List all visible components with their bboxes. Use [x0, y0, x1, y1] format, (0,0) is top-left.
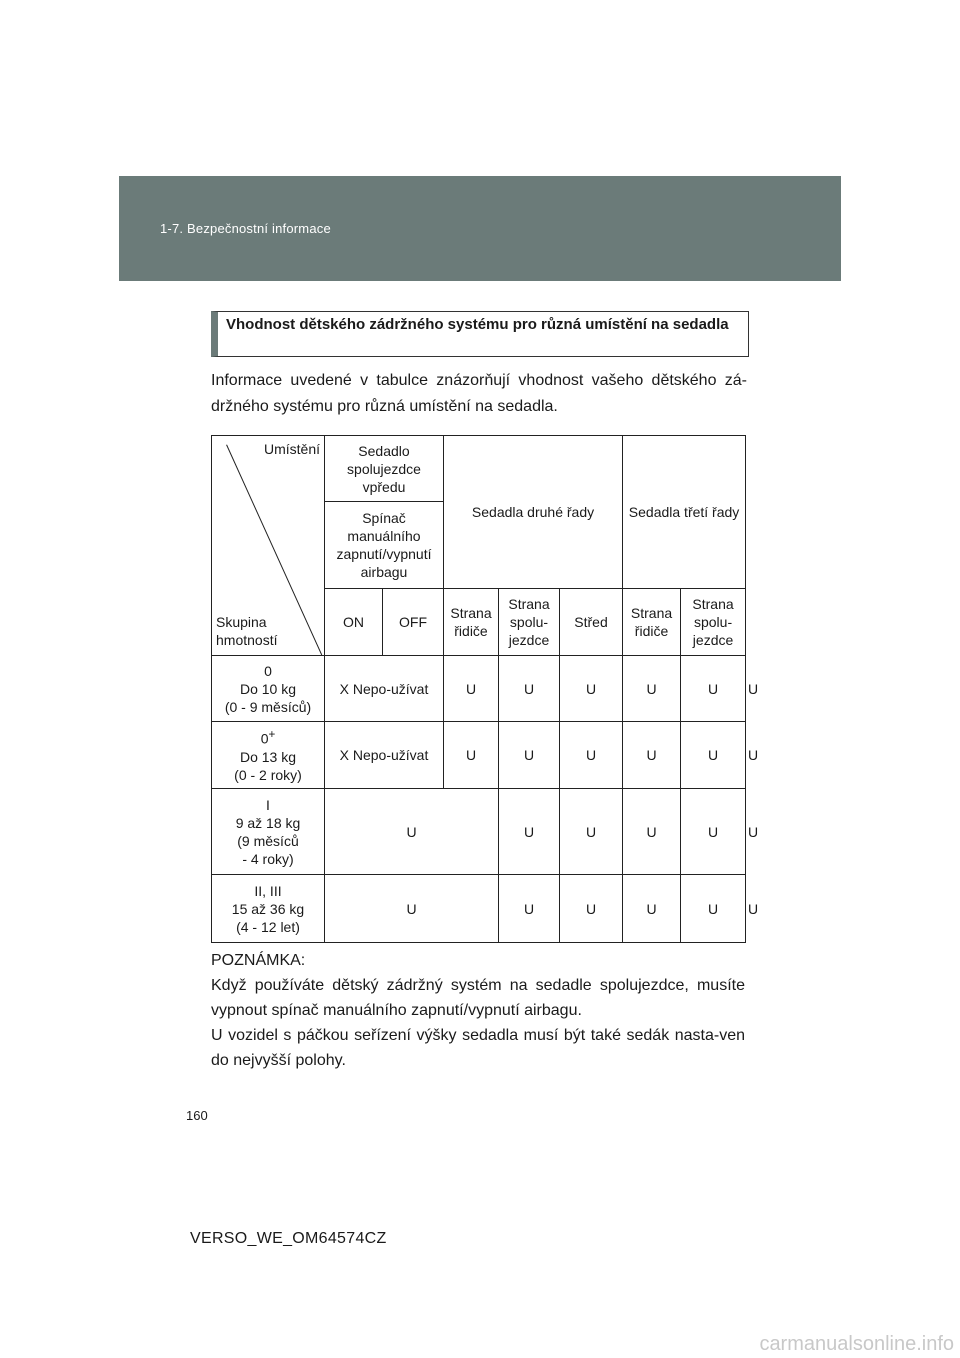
intro-paragraph: Informace uvedené v tabulce znázorňují vhodnost vašeho dětského zá-držného systému pro různá umístění na sedadla.	[211, 372, 747, 415]
value-cell: U	[444, 722, 499, 789]
value-cell: U	[560, 789, 623, 875]
sub-header: Střed	[560, 589, 623, 656]
sub-header: Strana spolu-jezdce	[499, 589, 560, 656]
airbag-switch-header: Spínač manuálního zapnutí/vypnutí airbagu	[325, 502, 444, 589]
value-cell: U	[681, 656, 746, 722]
sub-header: ON	[325, 589, 383, 656]
weight-group-cell: 0+ Do 13 kg (0 - 2 roky)	[212, 722, 325, 789]
value-cell: U	[560, 656, 623, 722]
document-code: VERSO_WE_OM64574CZ	[190, 1230, 387, 1247]
note-label: POZNÁMKA:	[211, 952, 306, 969]
weight-group-label: Skupina hmotností	[216, 614, 278, 648]
weight-group-cell: 0 Do 10 kg (0 - 9 měsíců)	[212, 656, 325, 722]
note-paragraph: Když používáte dětský zádržný systém na sedadle spolujezdce, musíte vypnout spínač manuálního zapnutí/vypnutí airbagu.	[211, 977, 745, 1019]
watermark: carmanualsonline.info	[759, 1333, 954, 1355]
header-band	[119, 176, 841, 281]
front-seat-header: Sedadlo spolujezdce vpředu	[325, 436, 444, 502]
value-cell: U	[623, 789, 681, 875]
section-label: 1-7. Bezpečnostní informace	[160, 221, 331, 236]
table-row: I 9 až 18 kg (9 měsíců - 4 roky) U U U U U U	[212, 789, 746, 875]
front-seat-cell: U	[325, 789, 499, 875]
value-cell: U	[444, 656, 499, 722]
weight-group-cell: II, III 15 až 36 kg (4 - 12 let)	[212, 875, 325, 943]
value-cell: U	[623, 875, 681, 943]
value-cell: U	[681, 722, 746, 789]
note-block	[211, 948, 745, 1073]
second-row-header: Sedadla druhé řady	[444, 436, 623, 589]
front-seat-cell: U	[325, 875, 499, 943]
weight-group-cell: I 9 až 18 kg (9 měsíců - 4 roky)	[212, 789, 325, 875]
table-row: 0 Do 10 kg (0 - 9 měsíců) X Nepo-užívat U U U U U U	[212, 656, 746, 722]
note-paragraph: U vozidel s páčkou seřízení výšky sedadla musí být také sedák nasta-ven do nejvyšší polohy.	[211, 1027, 745, 1069]
value-cell: U	[623, 656, 681, 722]
front-seat-cell: X Nepo-užívat	[325, 656, 444, 722]
table-row: II, III 15 až 36 kg (4 - 12 let) U U U U U U	[212, 875, 746, 943]
compatibility-table	[211, 435, 759, 943]
value-cell: U	[499, 789, 560, 875]
value-cell: U	[560, 875, 623, 943]
value-cell: U	[499, 656, 560, 722]
value-cell: U	[623, 722, 681, 789]
value-cell: U	[560, 722, 623, 789]
value-cell: U	[499, 875, 560, 943]
page-number: 160	[186, 1108, 208, 1123]
sub-header: OFF	[383, 589, 444, 656]
front-seat-cell: X Nepo-užívat	[325, 722, 444, 789]
sub-header: Strana řidiče	[444, 589, 499, 656]
location-label: Umístění	[263, 441, 320, 457]
value-cell: U	[499, 722, 560, 789]
corner-header	[212, 436, 325, 656]
third-row-header: Sedadla třetí řady	[623, 436, 746, 589]
section-heading: Vhodnost dětského zádržného systému pro různá umístění na sedadla	[211, 311, 749, 357]
value-cell: U	[681, 789, 746, 875]
sub-header: Strana řidiče	[623, 589, 681, 656]
sub-header: Strana spolu-jezdce	[681, 589, 746, 656]
table-row: 0+ Do 13 kg (0 - 2 roky) X Nepo-užívat U U U U U U	[212, 722, 746, 789]
value-cell: U	[681, 875, 746, 943]
